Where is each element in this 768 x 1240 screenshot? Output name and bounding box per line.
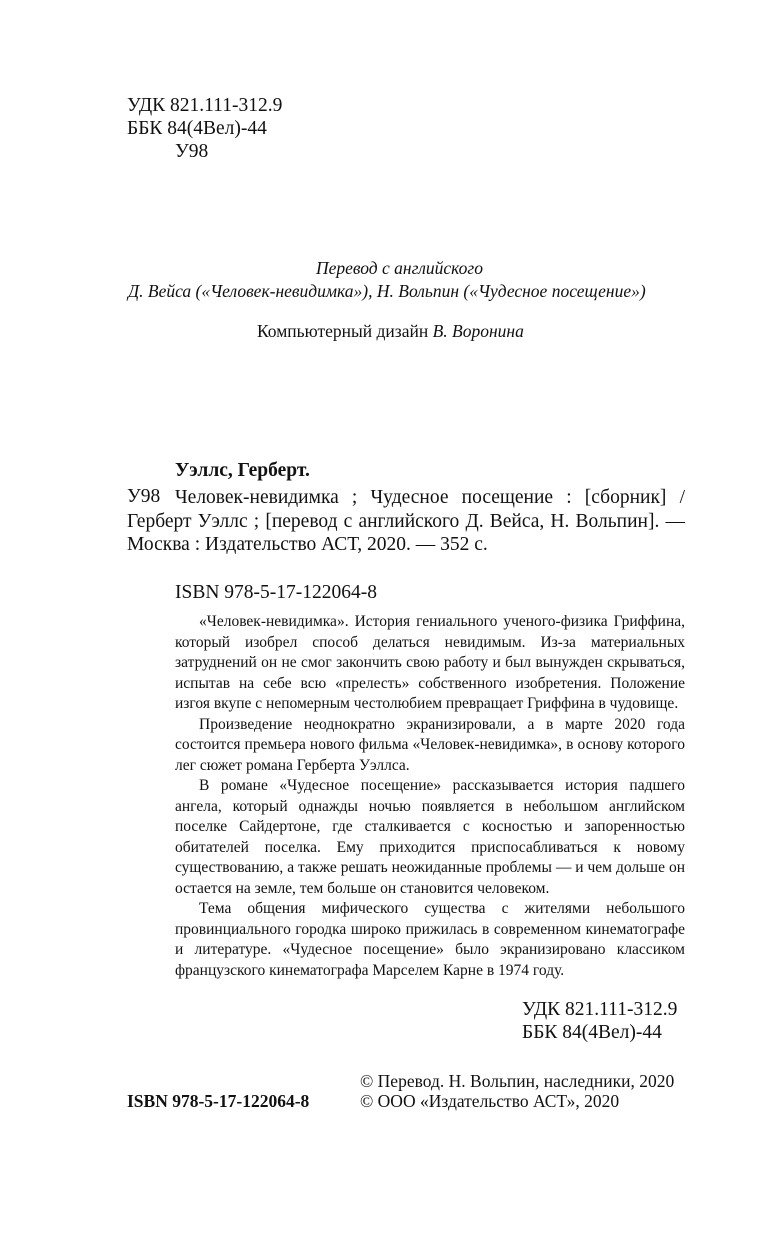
annotation-paragraph: В романе «Чудесное посещение» рассказывается история падшего ангела, который однажды ночью появляется в небольшом английском поселке Сайдертоне, где сталкивается с косностью и запоренностью обитателей поселка. Ему приходится приспосабливаться к новому существованию, а также решать неожиданные проблемы — и чем дольше он остается на земле, тем больше он становится человеком. xyxy=(175,777,685,897)
translation-line-1: Перевод с английского xyxy=(316,258,483,278)
copyright-translation: © Перевод. Н. Вольпин, наследники, 2020 xyxy=(360,1071,675,1091)
catalog-author: Уэллс, Герберт. xyxy=(175,460,310,481)
design-prefix: Компьютерный дизайн xyxy=(257,321,429,341)
annotation-paragraph: «Человек-невидимка». История гениального ученого-физика Гриффина, который изобрел способ делаться невидимым. Из-за материальных затруднений он не смог закончить свою работу и был вынужден скрываться, испытав на себе всю «прелесть» собственного изобретения. Положение изгоя вкупе с непомерным честолюбием превращает Гриффина в чудовище. xyxy=(175,613,685,712)
catalog-isbn: ISBN 978-5-17-122064-8 xyxy=(175,582,378,603)
annotation-paragraph: Произведение неоднократно экранизировали, а в марте 2020 года состоится премьера нового фильма «Человек-невидимка», в основу которого лег сюжет романа Герберта Уэллса. xyxy=(175,715,685,774)
footer-udk-code: УДК 821.111-312.9 xyxy=(522,999,678,1020)
author-sign: У98 xyxy=(175,141,209,162)
annotation-paragraph: Тема общения мифического существа с жителями небольшого провинциального городка широко прижилась в современном кинематографе и литературе. «Чудесное посещение» было экранизировано классиком французского кинематографа Марселем Карне в 1974 году. xyxy=(175,900,685,979)
udk-code: УДК 821.111-312.9 xyxy=(127,95,283,116)
copyright-publisher: © ООО «Издательство АСТ», 2020 xyxy=(360,1091,620,1111)
annotation xyxy=(175,612,685,981)
bottom-isbn: ISBN 978-5-17-122064-8 xyxy=(127,1091,310,1111)
footer-bbk-code: ББК 84(4Вел)-44 xyxy=(522,1022,662,1043)
catalog-description: Человек-невидимка ; Чудесное посещение : [сборник] / Герберт Уэллс ; [перевод с английского Д. Вейса, Н. Вольпин]. — Москва : Издательство АСТ, 2020. — 352 с. xyxy=(127,487,685,555)
bbk-code: ББК 84(4Вел)-44 xyxy=(127,118,267,139)
catalog-sign: У98 xyxy=(127,486,161,507)
design-credit xyxy=(257,320,524,342)
designer-name: В. Воронина xyxy=(432,321,524,341)
translation-line-2: Д. Вейса («Человек-невидимка»), Н. Вольпин («Чудесное посещение») xyxy=(128,281,646,301)
